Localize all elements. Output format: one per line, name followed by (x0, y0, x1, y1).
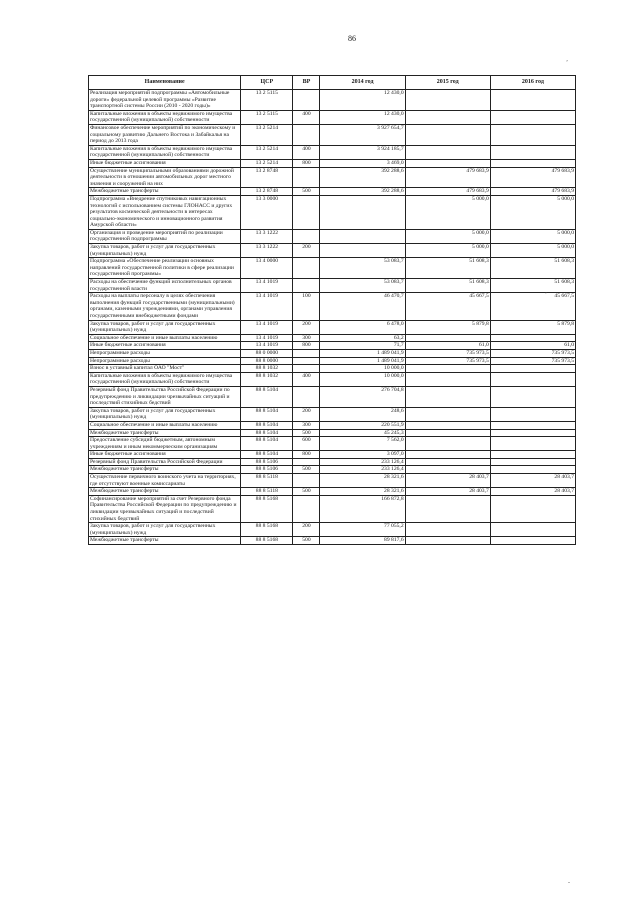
cell-2016: 28 403,7 (490, 488, 575, 496)
cell-vr (293, 495, 320, 522)
cell-csr: 13 4 1019 (241, 342, 293, 350)
table-row (89, 365, 576, 373)
cell-name: Межбюджетные трансферты (89, 429, 241, 437)
cell-vr: 500 (293, 429, 320, 437)
cell-name: Организация и проведение мероприятий по реализации государственной подпрограммы (89, 229, 241, 243)
cell-name: Реализация мероприятий подпрограммы «Автомобильные дороги» федеральной целевой программы «Развитие транспортной системы России (2010 - 2020 годы)» (89, 90, 241, 111)
cell-csr: 88 8 1032 (241, 372, 293, 386)
cell-2014 (320, 244, 405, 258)
cell-name: Взнос в уставный капитал ОАО "Мост" (89, 365, 241, 373)
cell-2015: 735 973,5 (405, 349, 490, 357)
cell-2016: 5 000,0 (490, 229, 575, 243)
header-vr: ВР (293, 76, 320, 90)
cell-vr (293, 474, 320, 488)
cell-2014: 77 055,2 (320, 523, 405, 537)
table-row (89, 437, 576, 451)
cell-2015 (405, 124, 490, 145)
cell-2015: 5 000,0 (405, 229, 490, 243)
cell-2015 (405, 421, 490, 429)
cell-vr (293, 349, 320, 357)
cell-name: Закупка товаров, работ и услуг для государственных (муниципальных) нужд (89, 407, 241, 421)
cell-2016 (490, 421, 575, 429)
cell-csr: 13 2 5214 (241, 159, 293, 167)
cell-csr: 88 0 0000 (241, 349, 293, 357)
scan-mark: ʼ (545, 292, 547, 298)
cell-2016: 479 683,9 (490, 188, 575, 196)
header-2016: 2016 год (490, 76, 575, 90)
cell-2015 (405, 334, 490, 342)
cell-2016 (490, 365, 575, 373)
table-row (89, 334, 576, 342)
cell-vr (293, 229, 320, 243)
cell-csr: 13 2 5115 (241, 90, 293, 111)
cell-2014: 248,6 (320, 407, 405, 421)
cell-name: Капитальные вложения в объекты недвижимого имущества государственной (муниципальной) собственности (89, 145, 241, 159)
cell-2014: 45 245,3 (320, 429, 405, 437)
cell-2016 (490, 90, 575, 111)
cell-2015 (405, 159, 490, 167)
cell-2014: 392 288,6 (320, 167, 405, 188)
cell-vr (293, 195, 320, 229)
cell-vr: 200 (293, 407, 320, 421)
cell-2015 (405, 110, 490, 124)
table-row (89, 386, 576, 407)
cell-2015: 5 879,8 (405, 320, 490, 334)
cell-name: Софинансирование мероприятий за счет Резервного фонда Правительства Российской Федерации по предупреждению и ликвидации чрезвычайных ситуаций и последствий стихийных бедствий (89, 495, 241, 522)
cell-2014: 166 872,8 (320, 495, 405, 522)
cell-2016 (490, 124, 575, 145)
cell-csr: 88 8 5104 (241, 421, 293, 429)
table-row (89, 349, 576, 357)
cell-2014: 220 551,9 (320, 421, 405, 429)
header-2015: 2015 год (405, 76, 490, 90)
cell-2016 (490, 466, 575, 474)
cell-vr (293, 365, 320, 373)
cell-2016: 5 879,8 (490, 320, 575, 334)
cell-2015 (405, 372, 490, 386)
scan-mark: - (568, 880, 570, 886)
cell-2015 (405, 386, 490, 407)
cell-2016 (490, 437, 575, 451)
cell-vr: 200 (293, 244, 320, 258)
header-name: Наименование (89, 76, 241, 90)
cell-vr (293, 279, 320, 293)
table-row (89, 124, 576, 145)
table-body (89, 90, 576, 545)
table-row (89, 357, 576, 365)
cell-2015 (405, 537, 490, 545)
cell-2014: 10 000,0 (320, 372, 405, 386)
cell-2016 (490, 451, 575, 459)
cell-2015: 5 000,0 (405, 244, 490, 258)
table-row (89, 466, 576, 474)
cell-2016: 479 683,9 (490, 167, 575, 188)
cell-2015: 51 608,3 (405, 279, 490, 293)
cell-2016: 735 973,5 (490, 357, 575, 365)
cell-name: Капитальные вложения в объекты недвижимого имущества государственной (муниципальной) собственности (89, 372, 241, 386)
cell-2014: 71,7 (320, 342, 405, 350)
cell-2016 (490, 429, 575, 437)
cell-2016 (490, 386, 575, 407)
cell-2015 (405, 451, 490, 459)
cell-2015: 61,0 (405, 342, 490, 350)
cell-vr (293, 386, 320, 407)
cell-2015: 5 000,0 (405, 195, 490, 229)
table-row (89, 458, 576, 466)
cell-csr: 88 8 5168 (241, 523, 293, 537)
cell-vr: 100 (293, 293, 320, 320)
cell-2014: 12 430,0 (320, 90, 405, 111)
cell-2015 (405, 466, 490, 474)
cell-2014: 3 469,0 (320, 159, 405, 167)
cell-2016 (490, 110, 575, 124)
cell-name: Финансовое обеспечение мероприятий по экономическому и социальному развитию Дальнего Востока и Забайкалья на период до 2013 года (89, 124, 241, 145)
cell-csr: 13 2 5214 (241, 145, 293, 159)
table-row (89, 429, 576, 437)
cell-name: Иные бюджетные ассигнования (89, 159, 241, 167)
cell-2014: 46 470,7 (320, 293, 405, 320)
cell-2016 (490, 372, 575, 386)
cell-vr (293, 167, 320, 188)
table-row (89, 279, 576, 293)
cell-csr: 13 4 1019 (241, 293, 293, 320)
table-row (89, 229, 576, 243)
cell-csr: 88 8 1032 (241, 365, 293, 373)
page-number: 86 (348, 34, 356, 43)
cell-2016: 735 973,5 (490, 349, 575, 357)
table-row (89, 90, 576, 111)
table-row (89, 195, 576, 229)
cell-2014 (320, 229, 405, 243)
cell-name: Межбюджетные трансферты (89, 466, 241, 474)
scan-mark: ʼ (566, 60, 568, 66)
cell-2014: 53 083,7 (320, 258, 405, 279)
cell-name: Иные бюджетные ассигнования (89, 342, 241, 350)
cell-vr: 500 (293, 188, 320, 196)
cell-2015 (405, 523, 490, 537)
table-row (89, 488, 576, 496)
cell-2016 (490, 407, 575, 421)
cell-2016: 28 403,7 (490, 474, 575, 488)
table-row (89, 244, 576, 258)
cell-vr: 800 (293, 159, 320, 167)
cell-csr: 88 8 5104 (241, 451, 293, 459)
cell-name: Осуществление первичного воинского учета на территориях, где отсутствуют военные комиссариаты (89, 474, 241, 488)
cell-2014: 233 126,4 (320, 458, 405, 466)
cell-csr: 88 8 5106 (241, 458, 293, 466)
cell-csr: 88 8 5104 (241, 386, 293, 407)
cell-name: Социальное обеспечение и иные выплаты населению (89, 421, 241, 429)
cell-2014: 1 489 041,9 (320, 357, 405, 365)
table-header-row (89, 76, 576, 90)
cell-vr: 500 (293, 537, 320, 545)
table-row (89, 293, 576, 320)
table-row (89, 188, 576, 196)
cell-vr: 200 (293, 320, 320, 334)
cell-vr: 300 (293, 421, 320, 429)
cell-vr: 500 (293, 488, 320, 496)
cell-name: Капитальные вложения в объекты недвижимого имущества государственной (муниципальной) собственности (89, 110, 241, 124)
cell-2016 (490, 334, 575, 342)
cell-csr: 13 2 5214 (241, 124, 293, 145)
cell-2016: 5 000,0 (490, 195, 575, 229)
cell-csr: 13 3 0000 (241, 195, 293, 229)
cell-vr: 400 (293, 110, 320, 124)
cell-2015 (405, 365, 490, 373)
table-row (89, 495, 576, 522)
table-row (89, 145, 576, 159)
cell-2015: 28 403,7 (405, 488, 490, 496)
cell-csr: 13 3 1222 (241, 229, 293, 243)
cell-csr: 88 8 5104 (241, 437, 293, 451)
cell-2014: 3 924 185,7 (320, 145, 405, 159)
cell-csr: 13 4 1019 (241, 320, 293, 334)
cell-vr: 800 (293, 451, 320, 459)
cell-2016 (490, 523, 575, 537)
table-row (89, 451, 576, 459)
cell-csr: 13 3 1222 (241, 244, 293, 258)
table-row (89, 421, 576, 429)
cell-name: Социальное обеспечение и иные выплаты населению (89, 334, 241, 342)
cell-2015 (405, 437, 490, 451)
cell-vr (293, 124, 320, 145)
cell-vr (293, 357, 320, 365)
cell-2015: 479 683,9 (405, 188, 490, 196)
cell-name: Непрограммные расходы (89, 349, 241, 357)
budget-table (88, 75, 576, 545)
cell-vr: 600 (293, 437, 320, 451)
cell-name: Межбюджетные трансферты (89, 188, 241, 196)
cell-name: Резервный фонд Правительства Российской Федерации (89, 458, 241, 466)
cell-2014: 233 126,4 (320, 466, 405, 474)
cell-vr (293, 90, 320, 111)
cell-2014: 6 478,0 (320, 320, 405, 334)
cell-2014: 63,2 (320, 334, 405, 342)
table-row (89, 110, 576, 124)
cell-2014: 1 489 041,9 (320, 349, 405, 357)
cell-csr: 88 8 5168 (241, 537, 293, 545)
cell-2016: 45 667,5 (490, 293, 575, 320)
cell-name: Непрограммные расходы (89, 357, 241, 365)
cell-name: Расходы на обеспечение функций исполнительных органов государственной власти (89, 279, 241, 293)
cell-2016 (490, 458, 575, 466)
cell-vr: 500 (293, 466, 320, 474)
cell-csr: 13 2 8748 (241, 188, 293, 196)
cell-2015 (405, 90, 490, 111)
cell-csr: 13 4 1019 (241, 279, 293, 293)
cell-vr: 400 (293, 372, 320, 386)
table-row (89, 342, 576, 350)
cell-name: Закупка товаров, работ и услуг для государственных (муниципальных) нужд (89, 244, 241, 258)
cell-2015: 479 683,9 (405, 167, 490, 188)
cell-name: Иные бюджетные ассигнования (89, 451, 241, 459)
cell-2015 (405, 429, 490, 437)
cell-vr: 200 (293, 523, 320, 537)
cell-2014: 89 817,6 (320, 537, 405, 545)
header-csr: ЦСР (241, 76, 293, 90)
cell-name: Резервный фонд Правительства Российской Федерации по предупреждению и ликвидации чрезвычайных ситуаций и последствий стихийных бедствий (89, 386, 241, 407)
cell-2015 (405, 407, 490, 421)
cell-name: Межбюджетные трансферты (89, 488, 241, 496)
cell-vr (293, 458, 320, 466)
cell-2015: 51 608,3 (405, 258, 490, 279)
cell-csr: 88 8 5168 (241, 495, 293, 522)
cell-vr: 400 (293, 145, 320, 159)
cell-2015: 28 403,7 (405, 474, 490, 488)
cell-2016 (490, 495, 575, 522)
table-row (89, 159, 576, 167)
cell-2014: 28 321,6 (320, 474, 405, 488)
cell-2015 (405, 145, 490, 159)
cell-2014: 10 000,0 (320, 365, 405, 373)
cell-name: Предоставление субсидий бюджетным, автономным учреждениям и иным некоммерческим организациям (89, 437, 241, 451)
table-row (89, 320, 576, 334)
cell-2016 (490, 537, 575, 545)
table-row (89, 258, 576, 279)
table-row (89, 523, 576, 537)
cell-csr: 88 8 5104 (241, 429, 293, 437)
cell-2016 (490, 159, 575, 167)
table-row (89, 372, 576, 386)
cell-2014: 12 430,0 (320, 110, 405, 124)
cell-name: Осуществление муниципальными образованиями дорожной деятельности в отношении автомобильных дорог местного значения и сооружений на них (89, 167, 241, 188)
cell-vr: 300 (293, 334, 320, 342)
cell-2016: 51 608,3 (490, 258, 575, 279)
cell-name: Межбюджетные трансферты (89, 537, 241, 545)
cell-name: Закупка товаров, работ и услуг для государственных (муниципальных) нужд (89, 523, 241, 537)
cell-name: Подпрограмма «Внедрение спутниковых навигационных технологий с использованием системы ГЛОНАСС и других результатов космической деятельности в интересах социально-экономического и инновационного развития Амурской области» (89, 195, 241, 229)
cell-2014: 3 927 654,7 (320, 124, 405, 145)
cell-2015: 735 973,5 (405, 357, 490, 365)
cell-2015 (405, 458, 490, 466)
cell-csr: 88 8 5104 (241, 407, 293, 421)
cell-name: Закупка товаров, работ и услуг для государственных (муниципальных) нужд (89, 320, 241, 334)
cell-2014: 276 704,8 (320, 386, 405, 407)
cell-2016: 5 000,0 (490, 244, 575, 258)
header-2014: 2014 год (320, 76, 405, 90)
cell-name: Расходы на выплаты персоналу в целях обеспечения выполнения функций государственными (муниципальными) органами, казенными учреждениями, органами управления государственными внебюджетными фондами (89, 293, 241, 320)
cell-2014: 392 288,6 (320, 188, 405, 196)
cell-csr: 88 8 0000 (241, 357, 293, 365)
cell-csr: 13 2 8748 (241, 167, 293, 188)
cell-csr: 88 8 5106 (241, 466, 293, 474)
cell-2015 (405, 495, 490, 522)
cell-2015: 45 667,5 (405, 293, 490, 320)
cell-csr: 13 4 1019 (241, 334, 293, 342)
table-row (89, 474, 576, 488)
cell-2014: 28 321,6 (320, 488, 405, 496)
table-row (89, 167, 576, 188)
table-row (89, 407, 576, 421)
table-row (89, 537, 576, 545)
cell-csr: 13 2 5115 (241, 110, 293, 124)
cell-2014: 3 097,0 (320, 451, 405, 459)
cell-vr (293, 258, 320, 279)
cell-2016 (490, 145, 575, 159)
cell-2014: 7 562,0 (320, 437, 405, 451)
cell-csr: 88 8 5118 (241, 488, 293, 496)
cell-2014 (320, 195, 405, 229)
cell-2016: 51 608,3 (490, 279, 575, 293)
cell-2014: 53 083,7 (320, 279, 405, 293)
cell-vr: 800 (293, 342, 320, 350)
cell-2016: 61,0 (490, 342, 575, 350)
cell-csr: 88 8 5118 (241, 474, 293, 488)
cell-csr: 13 4 0000 (241, 258, 293, 279)
cell-name: Подпрограмма «Обеспечение реализации основных направлений государственной политики в сфере реализации государственной программы» (89, 258, 241, 279)
